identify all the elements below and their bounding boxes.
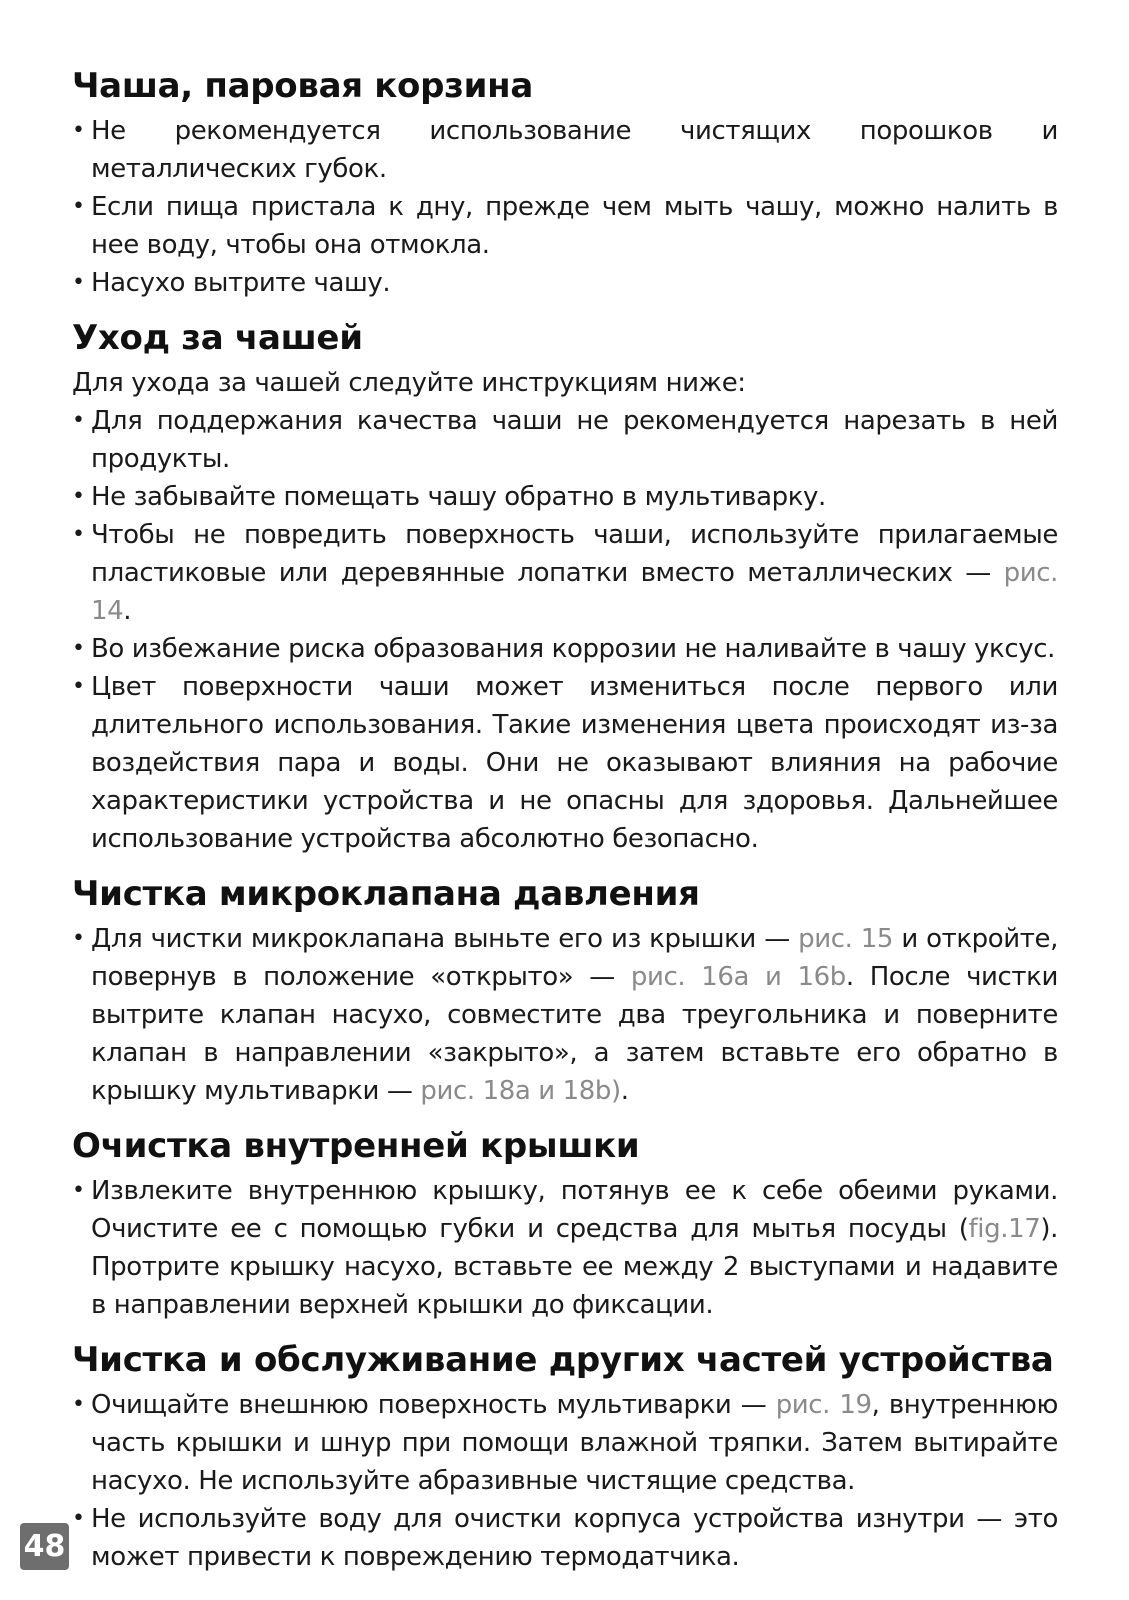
section-bowl-care (72, 314, 1058, 858)
document-page (72, 62, 1058, 1588)
figure-reference: рис. 15 (798, 924, 894, 954)
list-item: • Цвет поверхности чаши может измениться после первого или длительного использования. Такие изменения цвета происходят из-за воздействия пара и воды. Они не оказывают влияния на рабочие характеристики устройства и не опасны для здоровья. Дальнейшее использование устройства абсолютно безопасно. (72, 668, 1058, 858)
section-other-parts (72, 1336, 1058, 1576)
section-bowl-steam-basket (72, 62, 1058, 302)
bullet-list (72, 1172, 1058, 1324)
bullet-list (72, 1386, 1058, 1576)
list-item: • Для чистки микроклапана выньте его из крышки — рис. 15 и откройте, повернув в положение «открыто» — рис. 16a и 16b. После чистки вытрите клапан насухо, совместите два треугольника и поверните клапан в направлении «закрыто», а затем вставьте его обратно в крышку мультиварки — рис. 18a и 18b). (72, 920, 1058, 1110)
section-title: Чистка микроклапана давления (72, 874, 700, 914)
figure-reference: fig.17 (968, 1214, 1041, 1244)
figure-reference: рис. 19 (775, 1390, 872, 1420)
bullet-list (72, 112, 1058, 302)
list-item: • Насухо вытрите чашу. (72, 264, 1058, 302)
list-item: • Не рекомендуется использование чистящих порошков и металлических губок. (72, 112, 1058, 188)
page-number-badge: 48 (20, 1523, 69, 1570)
list-item: • Чтобы не повредить поверхность чаши, используйте прилагаемые пластиковые или деревянные лопатки вместо металлических — рис. 14. (72, 516, 1058, 630)
section-title: Очистка внутренней крышки (72, 1126, 640, 1166)
bullet-list (72, 920, 1058, 1110)
list-item: • Если пища пристала к дну, прежде чем мыть чашу, можно налить в нее воду, чтобы она отмокла. (72, 188, 1058, 264)
list-item: • Не забывайте помещать чашу обратно в мультиварку. (72, 478, 1058, 516)
section-title: Чистка и обслуживание других частей устройства (72, 1340, 1054, 1380)
bullet-list (72, 402, 1058, 858)
list-item: • Извлеките внутреннюю крышку, потянув ее к себе обеими руками. Очистите ее с помощью губки и средства для мытья посуды (fig.17). Протрите крышку насухо, вставьте ее между 2 выступами и надавите в направлении верхней крышки до фиксации. (72, 1172, 1058, 1324)
section-intro: Для ухода за чашей следуйте инструкциям ниже: (72, 368, 746, 398)
section-title: Уход за чашей (72, 318, 363, 358)
list-item: • Очищайте внешнюю поверхность мультиварки — рис. 19, внутреннюю часть крышки и шнур при помощи влажной тряпки. Затем вытирайте насухо. Не используйте абразивные чистящие средства. (72, 1386, 1058, 1500)
figure-reference: рис. 14 (91, 558, 1058, 626)
list-item: • Для поддержания качества чаши не рекомендуется нарезать в ней продукты. (72, 402, 1058, 478)
section-inner-lid (72, 1122, 1058, 1324)
section-title: Чаша, паровая корзина (72, 66, 533, 106)
figure-reference: рис. 18a и 18b) (420, 1076, 621, 1106)
section-pressure-valve (72, 870, 1058, 1110)
list-item: • Не используйте воду для очистки корпуса устройства изнутри — это может привести к повреждению термодатчика. (72, 1500, 1058, 1576)
list-item: • Во избежание риска образования коррозии не наливайте в чашу уксус. (72, 630, 1058, 668)
figure-reference: рис. 16a и 16b (630, 962, 846, 992)
